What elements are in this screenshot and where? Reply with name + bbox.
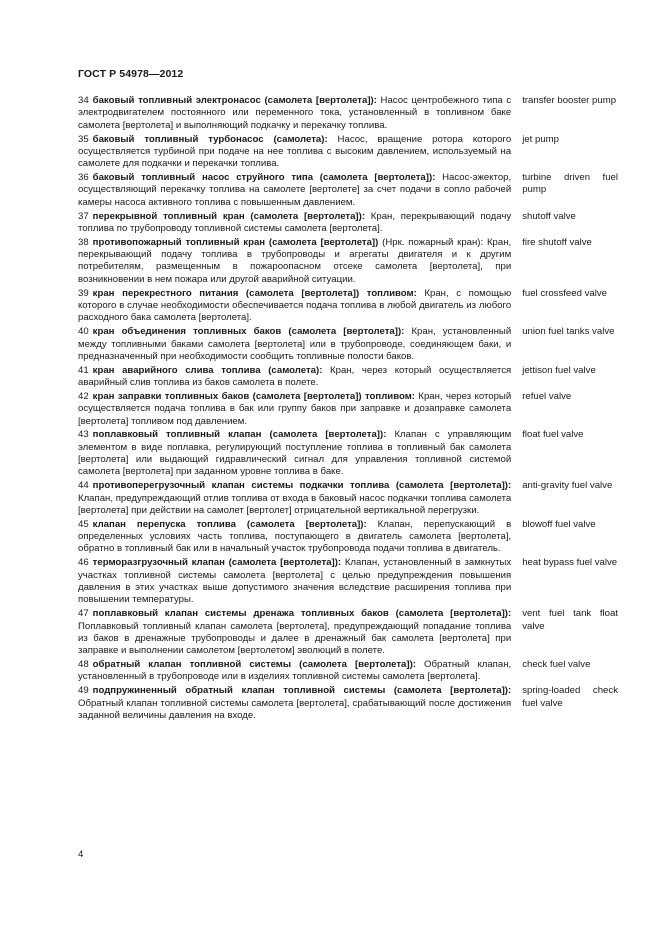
term-entry (78, 685, 618, 722)
term-text: (Нрк. пожарный кран): Кран, перекрывающий подачу топлива в трубопроводы и агрегаты двигателя и к другим потребителям, размещенным в пожароопасном отсеке самолета [вертолета], при возникновении в нем пожара или другой аварийной ситуации. (78, 236, 512, 285)
term-translation: anti-gravity fuel valve (522, 480, 613, 492)
term-translation: heat bypass fuel valve (522, 557, 618, 569)
term-translation: blowoff fuel valve (522, 518, 596, 530)
term-definition (78, 608, 511, 658)
term-text: Кран, через который осуществляется подача топлива в бак или группу баков при заправке и дозаправке самолета [вертолета] топливом под давлением. (78, 390, 512, 427)
term-entry (78, 211, 618, 236)
term-number: 43 (78, 429, 89, 441)
term-definition (78, 237, 511, 287)
term-name: терморазгрузочный клапан (самолета [вертолета]): (92, 557, 342, 569)
term-definition (78, 659, 511, 684)
term-translation: transfer booster pump (522, 95, 617, 106)
term-name: кран заправки топливных баков (самолета [вертолета]) топливом: (92, 390, 416, 402)
term-text: Насос центробежного типа с электродвигателем постоянного или переменного тока, установленный в топливном баке самолета [вертолета] и выполняющий подкачку и перекачку топлива. (78, 95, 512, 131)
term-definition (78, 685, 511, 722)
term-name: противопожарный топливный кран (самолета [вертолета]) (92, 236, 379, 248)
term-text: Обратный клапан топливной системы самолета [вертолета], срабатывающий после достижения заданной величины давления на входе. (78, 697, 512, 721)
term-definition (78, 429, 511, 479)
term-name: кран перекрестного питания (самолета [вертолета]) топливом: (92, 287, 417, 299)
term-definition (78, 211, 511, 236)
term-name: противоперегрузочный клапан системы подкачки топлива (самолета [вертолета]): (92, 480, 512, 492)
term-text: Кран, перекрывающий подачу топлива по трубопроводу топливной системы самолета [вертолета]. (78, 210, 512, 234)
term-entry (78, 95, 618, 132)
term-translation: fuel crossfeed valve (522, 287, 607, 299)
term-number: 48 (78, 659, 89, 671)
term-name: клапан перепуска топлива (самолета [вертолета]): (92, 518, 367, 530)
term-translation: spring-loaded check fuel valve (522, 685, 618, 709)
term-text: Кран, установленный между топливными баками самолета [вертолета] или в трубопроводе, соединяющем баки, и предназначенный при необходимости сообщить топливные полости баков. (78, 326, 512, 362)
term-entry (78, 391, 618, 428)
term-definition (78, 134, 511, 171)
term-entry (78, 134, 618, 171)
term-number: 39 (78, 287, 89, 299)
term-name: баковый топливный электронасос (самолета [вертолета]): (92, 95, 377, 106)
term-number: 44 (78, 480, 89, 492)
term-number: 41 (78, 364, 89, 376)
term-name: поплавковый топливный клапан (самолета [вертолета]): (92, 429, 387, 441)
term-translation: shutoff valve (522, 210, 576, 222)
term-entry (78, 365, 618, 390)
term-number: 34 (78, 95, 89, 106)
term-definition (78, 326, 511, 363)
term-name: баковый топливный турбонасос (самолета): (92, 133, 328, 145)
term-entries (78, 95, 618, 724)
page-number: 4 (78, 849, 84, 860)
term-definition (78, 480, 511, 517)
term-number: 38 (78, 236, 89, 248)
term-definition (78, 557, 511, 607)
term-name: перекрывной топливный кран (самолета [вертолета]): (92, 210, 366, 222)
term-translation: jettison fuel valve (522, 364, 596, 376)
term-translation: check fuel valve (522, 659, 591, 671)
term-definition (78, 288, 511, 325)
term-number: 42 (78, 390, 89, 402)
term-entry (78, 288, 618, 325)
term-number: 37 (78, 210, 89, 222)
term-name: подпружиненный обратный клапан топливной системы (самолета [вертолета]): (92, 685, 512, 697)
term-entry (78, 326, 618, 363)
term-entry (78, 659, 618, 684)
term-translation: vent fuel tank float valve (522, 608, 618, 632)
term-text: Насос-эжектор, осуществляющий перекачку топлива на самолете [вертолете] за счет подачи в сопло рабочей камеры насоса активного топлива с повышенным давлением. (78, 172, 512, 208)
term-text: Клапан, установленный в замкнутых участках топливной системы самолета [вертолета] с целью предупреждения повышения давления в этих участках выше допустимого значения вследствие расширения топлива при повышении температуры. (78, 557, 512, 606)
term-number: 40 (78, 326, 89, 338)
term-translation: turbine driven fuel pump (522, 172, 618, 196)
term-translation: union fuel tanks valve (522, 326, 615, 338)
term-text: Клапан, предупреждающий отлив топлива от входа в баковый насос подкачки топлива самолета [вертолета] при действии на самолет [вертолет] отрицательной вертикальной перегрузки. (78, 492, 512, 516)
term-number: 45 (78, 518, 89, 530)
term-translation: float fuel valve (522, 429, 584, 441)
term-definition (78, 519, 511, 556)
term-entry (78, 480, 618, 517)
term-name: баковый топливный насос струйного типа (самолета [вертолета]): (92, 172, 436, 184)
term-definition (78, 391, 511, 428)
term-definition (78, 365, 511, 390)
term-number: 35 (78, 133, 89, 145)
term-text: Насос, вращение ротора которого осуществляется турбиной при подаче на нее топлива с высоким давлением, используемый на самолете для подкачки и перекачки топлива. (78, 133, 512, 170)
term-entry (78, 429, 618, 479)
term-translation: jet pump (522, 133, 559, 145)
term-definition (78, 95, 511, 132)
term-number: 36 (78, 172, 89, 184)
term-entry (78, 519, 618, 556)
term-name: обратный клапан топливной системы (самолета [вертолета]): (92, 659, 416, 671)
term-entry (78, 557, 618, 607)
term-name: кран объединения топливных баков (самолета [вертолета]): (92, 326, 405, 338)
term-text: Поплавковый топливный клапан самолета [вертолета], предупреждающий попадание топлива из баков в дренажные трубопроводы и далее в дренажный бак самолета [вертолета] при заправке и выполнении самолетом [вертолетом] эволюций в полете. (78, 620, 512, 657)
term-number: 46 (78, 557, 89, 569)
term-text: Обратный клапан, установленный в трубопроводе или в изделиях топливной системы самолета [вертолета]. (78, 659, 512, 683)
term-definition (78, 172, 511, 209)
document-header: ГОСТ Р 54978—2012 (78, 68, 184, 80)
term-number: 47 (78, 608, 89, 620)
term-translation: fire shutoff valve (522, 236, 592, 248)
term-text: Кран, через который осуществляется аварийный слив топлива из баков самолета в полете. (78, 364, 512, 389)
term-number: 49 (78, 685, 89, 697)
term-entry (78, 172, 618, 209)
term-entry (78, 608, 618, 658)
term-text: Клапан с управляющим элементом в виде поплавка, регулирующий поступление топлива в топливный бак самолета [вертолета] или выдающий гидравлический сигнал для управления топливной системой самолета [вертолета] при заданном уровне топлива в баке. (78, 429, 512, 478)
term-entry (78, 237, 618, 287)
term-name: поплавковый клапан системы дренажа топливных баков (самолета [вертолета]): (92, 608, 512, 620)
term-text: Клапан, перепускающий в определенных условиях часть топлива, поступающего в двигатель самолета [вертолета], обратно в топливный бак или в начальный участок трубопровода подачи топлива в двигатель. (78, 518, 512, 555)
term-name: кран аварийного слива топлива (самолета): (92, 364, 323, 376)
term-text: Кран, с помощью которого в случае необходимости обеспечивается подача топлива в любой двигатель из любого расходного бака самолета [вертолета]. (78, 287, 512, 324)
term-translation: refuel valve (522, 390, 572, 402)
